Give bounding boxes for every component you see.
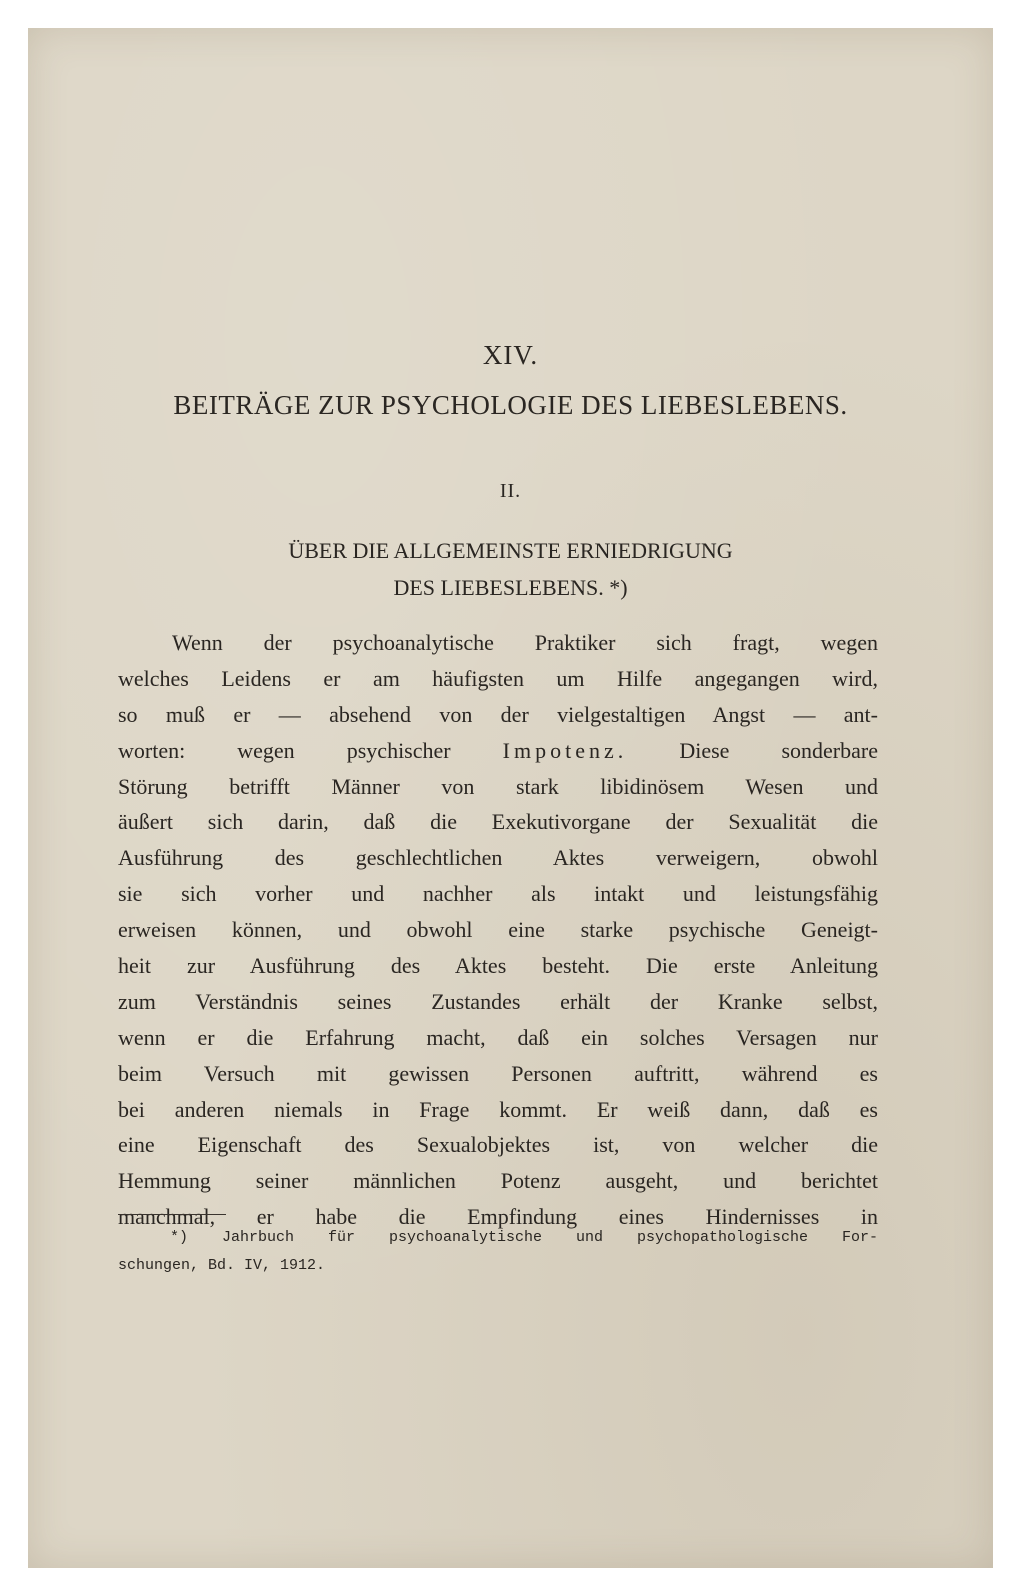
- text-line: Hemmung seiner männlichen Potenz ausgeht, und berichtet: [118, 1168, 878, 1194]
- footnote-line: schungen, Bd. IV, 1912.: [118, 1257, 326, 1274]
- main-title: BEITRÄGE ZUR PSYCHOLOGIE DES LIEBESLEBENS.: [173, 390, 848, 420]
- text-line: bei anderen niemals in Frage kommt. Er weiß dann, daß es: [118, 1096, 878, 1122]
- footnote: [118, 1224, 878, 1280]
- text-line: beim Versuch mit gewissen Personen auftritt, während es: [118, 1060, 878, 1086]
- text-fragment: worten: wegen psychischer: [118, 737, 451, 763]
- text-line: Wenn der psychoanalytische Praktiker sich fragt, wegen: [172, 630, 878, 655]
- subtitle-line: DES LIEBESLEBENS. *): [393, 575, 628, 600]
- text-line: eine Eigenschaft des Sexualobjektes ist, von welcher die: [118, 1132, 878, 1158]
- text-fragment: Diese sonderbare: [679, 737, 878, 763]
- subtitle-line: ÜBER DIE ALLGEMEINSTE ERNIEDRIGUNG: [288, 538, 733, 563]
- text-line: Störung betrifft Männer von stark libidinösem Wesen und: [118, 773, 878, 799]
- text-line: [118, 733, 878, 769]
- text-line: manchmal, er habe die Empfindung eines Hindernisses in: [118, 1204, 878, 1230]
- footnote-line: *) Jahrbuch für psychoanalytische und psychopathologische For-: [170, 1229, 878, 1246]
- chapter-number: XIV.: [482, 340, 539, 370]
- text-line: wenn er die Erfahrung macht, daß ein solches Versagen nur: [118, 1024, 878, 1050]
- text-line: erweisen können, und obwohl eine starke psychische Geneigt-: [118, 917, 878, 943]
- text-line: Ausführung des geschlechtlichen Aktes verweigern, obwohl: [118, 845, 878, 871]
- footnote-divider: [118, 1214, 226, 1215]
- text-line: so muß er — absehend von der vielgestaltigen Angst — ant-: [118, 701, 878, 727]
- text-line: heit zur Ausführung des Aktes besteht. Die erste Anleitung: [118, 953, 878, 979]
- subtitle: [28, 532, 993, 606]
- body-paragraph: [118, 625, 878, 1235]
- text-line: welches Leidens er am häufigsten um Hilfe angegangen wird,: [118, 665, 878, 691]
- text-line: zum Verständnis seines Zustandes erhält der Kranke selbst,: [118, 988, 878, 1014]
- part-number: II.: [499, 480, 522, 502]
- text-line: äußert sich darin, daß die Exekutivorgane der Sexualität die: [118, 809, 878, 835]
- text-line: sie sich vorher und nachher als intakt und leistungsfähig: [118, 881, 878, 907]
- book-page: [28, 28, 993, 1568]
- emphasized-word: Impotenz.: [502, 737, 628, 763]
